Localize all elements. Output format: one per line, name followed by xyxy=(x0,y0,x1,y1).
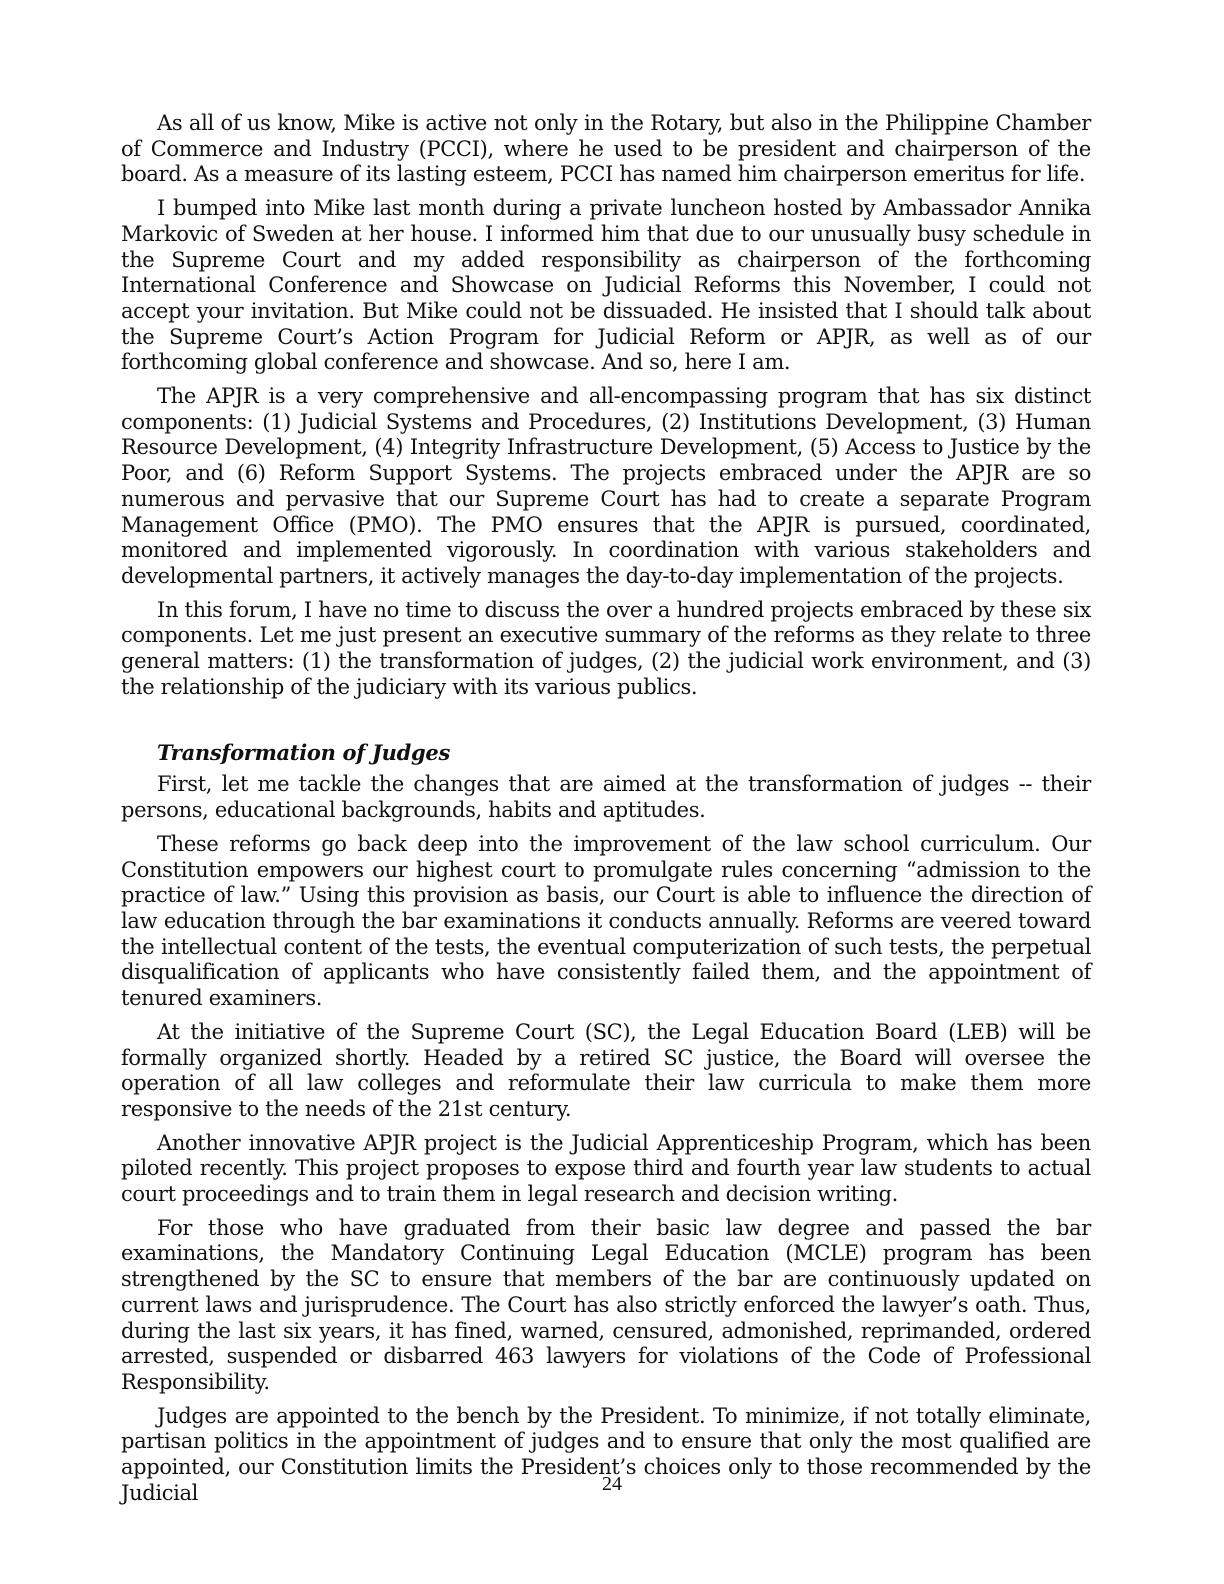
paragraph-pcci: As all of us know, Mike is active not only in the Rotary, but also in the Philippine Chamber of Commerce and Industry (PCCI), where he used to be president and chairperson of the board. As a measure of its lasting esteem, PCCI has named him chairperson emeritus for life. xyxy=(121,111,1091,187)
paragraph-law-curriculum: These reforms go back deep into the improvement of the law school curriculum. Our Constitution empowers our highest court to promulgate rules concerning “admission to the practice of law.” Using this provision as basis, our Court is able to influence the direction of law education through the bar examinations it conducts annually. Reforms are veered toward the intellectual content of the tests, the eventual computerization of such tests, the perpetual disqualification of applicants who have consistently failed them, and the appointment of tenured examiners. xyxy=(121,831,1091,1011)
page-number: 24 xyxy=(602,1473,622,1495)
paragraph-legal-education-board: At the initiative of the Supreme Court (SC), the Legal Education Board (LEB) will be formally organized shortly. Headed by a retired SC justice, the Board will oversee the operation of all law colleges and reformulate their law curricula to make them more responsive to the needs of the 21st century. xyxy=(121,1019,1091,1121)
paragraph-apjr-components: The APJR is a very comprehensive and all-encompassing program that has six distinct components: (1) Judicial Systems and Procedures, (2) Institutions Development, (3) Human Resource Development, (4) Integrity Infrastructure Development, (5) Access to Justice by the Poor, and (6) Reform Support Systems. The projects embraced under the APJR are so numerous and pervasive that our Supreme Court has had to create a separate Program Management Office (PMO). The PMO ensures that the APJR is pursued, coordinated, monitored and implemented vigorously. In coordination with various stakeholders and developmental partners, it actively manages the day-to-day implementation of the projects. xyxy=(121,384,1091,588)
paragraph-apprenticeship: Another innovative APJR project is the Judicial Apprenticeship Program, which has been piloted recently. This project proposes to expose third and fourth year law students to actual court proceedings and to train them in legal research and decision writing. xyxy=(121,1130,1091,1207)
paragraph-luncheon: I bumped into Mike last month during a private luncheon hosted by Ambassador Annika Markovic of Sweden at her house. I informed him that due to our unusually busy schedule in the Supreme Court and my added responsibility as chairperson of the forthcoming International Conference and Showcase on Judicial Reforms this November, I could not accept your invitation. But Mike could not be dissuaded. He insisted that I should talk about the Supreme Court’s Action Program for Judicial Reform or APJR, as well as of our forthcoming global conference and showcase. And so, here I am. xyxy=(121,196,1091,375)
paragraph-judicial-appointments: Judges are appointed to the bench by the President. To minimize, if not totally eliminate, partisan politics in the appointment of judges and to ensure that only the most qualified are appointed, our Constitution limits the President’s choices only to those recommended by the Judicial xyxy=(121,1403,1091,1505)
section-heading: Transformation of Judges xyxy=(157,740,450,766)
paragraph-mcle: For those who have graduated from their basic law degree and passed the bar examinations, the Mandatory Continuing Legal Education (MCLE) program has been strengthened by the SC to ensure that members of the bar are continuously updated on current laws and jurisprudence. The Court has also strictly enforced the lawyer’s oath. Thus, during the last six years, it has fined, warned, censured, admonished, reprimanded, ordered arrested, suspended or disbarred 463 lawyers for violations of the Code of Professional Responsibility. xyxy=(121,1215,1091,1394)
paragraph-forum-summary: In this forum, I have no time to discuss the over a hundred projects embraced by these six components. Let me just present an executive summary of the reforms as they relate to three general matters: (1) the transformation of judges, (2) the judicial work environment, and (3) the relationship of the judiciary with its various publics. xyxy=(121,597,1091,699)
document-page xyxy=(121,111,1091,1514)
paragraph-transformation-intro: First, let me tackle the changes that are aimed at the transformation of judges -- their persons, educational backgrounds, habits and aptitudes. xyxy=(121,772,1091,823)
